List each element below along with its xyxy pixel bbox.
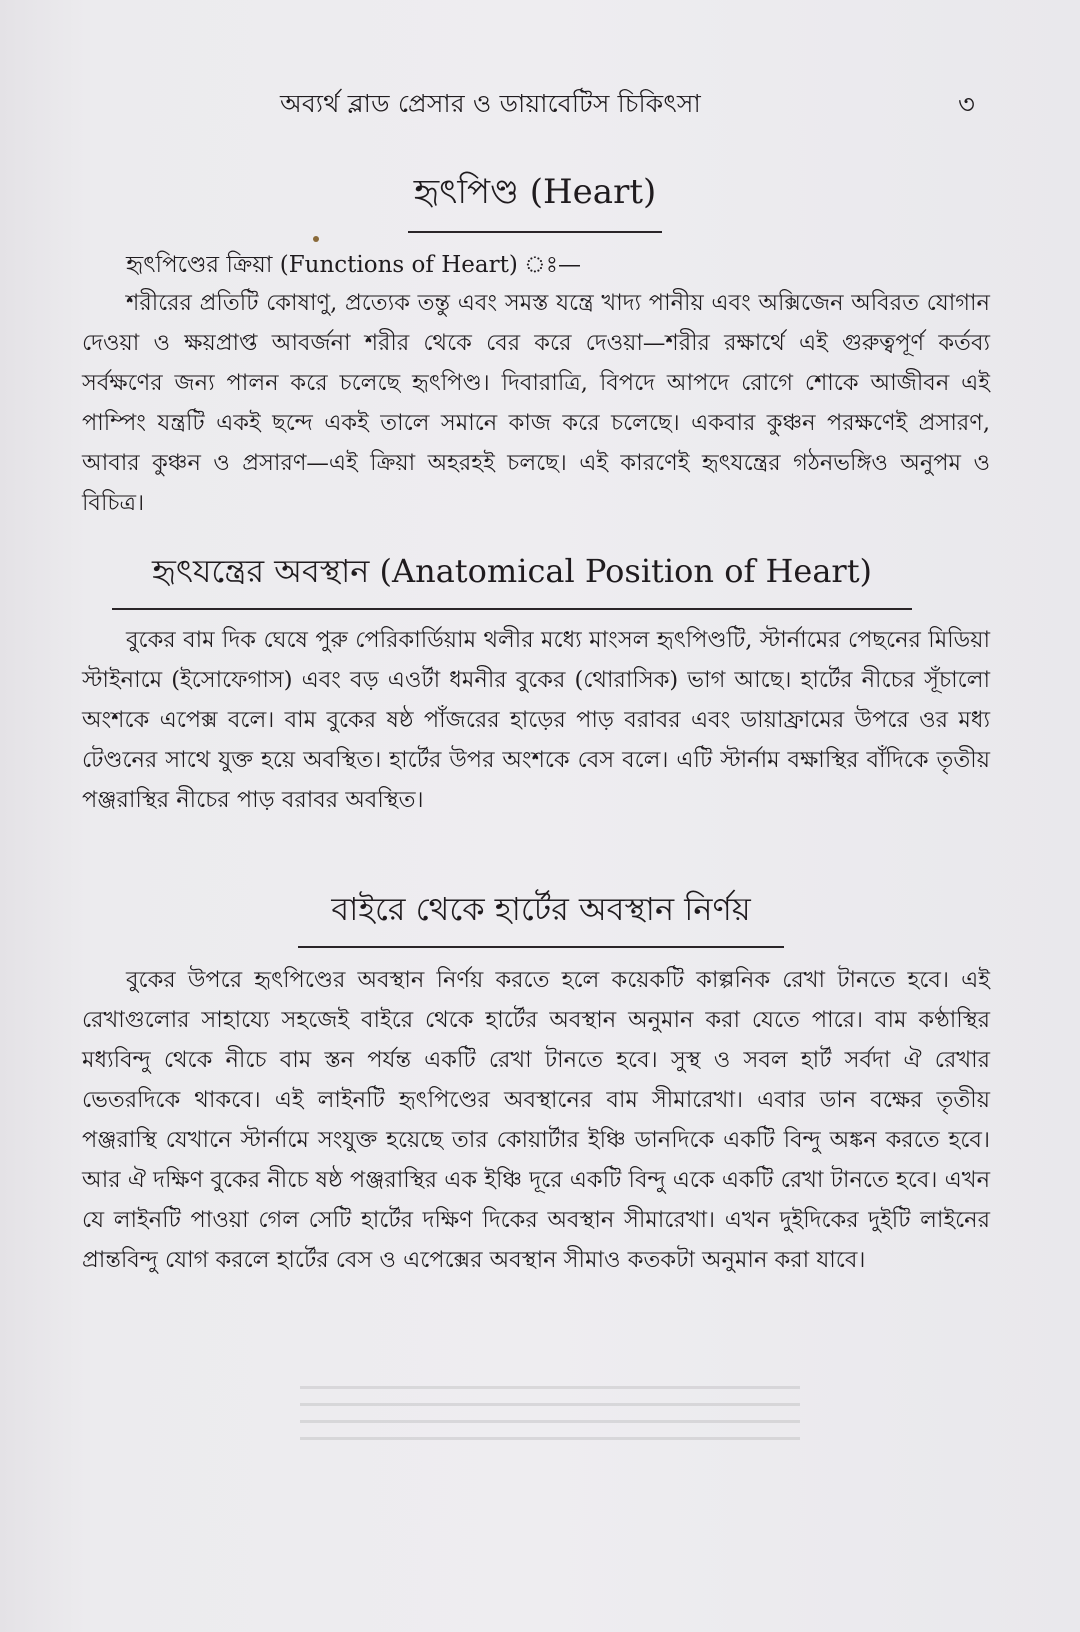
paragraph-anatomical-position: বুকের বাম দিক ঘেষে পুরু পেরিকার্ডিয়াম থলীর মধ্যে মাংসল হৃৎপিণ্ডটি, স্টার্নামের পেছনের মিডিয়া স্টাইনামে (ইসোফেগাস) এবং বড় এওর্টা ধমনীর বুকের (থোরাসিক) ভাগ আছে। হার্টের নীচের সূঁচালো অংশকে এপেক্স বলে। বাম বুকের ষষ্ঠ পাঁজরের হাড়ের পাড় বরাবর এবং ডায়াফ্রামের উপরে ওর মধ্য টেণ্ডনের সাথে যুক্ত হয়ে অবস্থিত। হার্টের উপর অংশকে বেস বলে। এটি স্টার্নাম বক্ষাস্থির বাঁদিকে তৃতীয় পঞ্জরাস্থির নীচের পাড় বরাবর অবস্থিত। [82, 627, 990, 813]
subheading-functions: হৃৎপিণ্ডের ক্রিয়া (Functions of Heart) ঃ— [126, 252, 581, 278]
heading-underline [298, 946, 784, 948]
page-number: ৩ [958, 90, 975, 120]
running-title: অব্যর্থ ব্লাড প্রেসার ও ডায়াবেটিস চিকিৎসা [280, 89, 701, 118]
heading-heart [408, 166, 662, 223]
heading-anatomical-position [112, 546, 912, 600]
heading-external-location-text: বাইরে থেকে হার্টের অবস্থান নির্ণয় [331, 890, 751, 928]
bleed-through-text [300, 1386, 800, 1476]
bleed-line [300, 1403, 800, 1406]
paragraph-external-location: বুকের উপরে হৃৎপিণ্ডের অবস্থান নির্ণয় করতে হলে কয়েকটি কাল্পনিক রেখা টানতে হবে। এই রেখাগুলোর সাহায্যে সহজেই বাইরে থেকে হার্টের অবস্থান অনুমান করা যেতে পারে। বাম কণ্ঠাস্থির মধ্যবিন্দু থেকে নীচে বাম স্তন পর্যন্ত একটি রেখা টানতে হবে। সুস্থ ও সবল হার্ট সর্বদা ঐ রেখার ভেতরদিকে থাকবে। এই লাইনটি হৃৎপিণ্ডের অবস্থানের বাম সীমারেখা। এবার ডান বক্ষের তৃতীয় পঞ্জরাস্থি যেখানে স্টার্নামে সংযুক্ত হয়েছে তার কোয়ার্টার ইঞ্চি ডানদিকে একটি বিন্দু অঙ্কন করতে হবে। আর ঐ দক্ষিণ বুকের নীচে ষষ্ঠ পঞ্জরাস্থির এক ইঞ্চি দূরে একটি বিন্দু একে একটি রেখা টানতে হবে। এখন যে লাইনটি পাওয়া গেল সেটি হার্টের দক্ষিণ দিকের অবস্থান সীমারেখা। এখন দুইদিকের দুইটি লাইনের প্রান্তবিন্দু যোগ করলে হার্টের বেস ও এপেক্সের অবস্থান সীমাও কতকটা অনুমান করা যাবে। [82, 967, 990, 1273]
heading-heart-text: হৃৎপিণ্ড (Heart) [413, 172, 657, 212]
heading-anatomical-position-text: হৃৎযন্ত্রের অবস্থান (Anatomical Position of Heart) [151, 552, 873, 590]
heading-underline [408, 231, 662, 233]
heading-external-location [298, 884, 784, 938]
bleed-line [300, 1437, 800, 1440]
bleed-line [300, 1386, 800, 1389]
paragraph-functions: শরীরের প্রতিটি কোষাণু, প্রত্যেক তন্তু এবং সমস্ত যন্ত্রে খাদ্য পানীয় এবং অক্সিজেন অবিরত যোগান দেওয়া ও ক্ষয়প্রাপ্ত আবর্জনা শরীর থেকে বের করে দেওয়া—শরীর রক্ষার্থে এই গুরুত্বপূর্ণ কর্তব্য সর্বক্ষণের জন্য পালন করে চলেছে হৃৎপিণ্ড। দিবারাত্রি, বিপদে আপদে রোগে শোকে আজীবন এই পাম্পিং যন্ত্রটি একই ছন্দে একই তালে সমানে কাজ করে চলেছে। একবার কুঞ্চন পরক্ষণেই প্রসারণ, আবার কুঞ্চন ও প্রসারণ—এই ক্রিয়া অহরহই চলছে। এই কারণেই হৃৎযন্ত্রের গঠনভঙ্গিও অনুপম ও বিচিত্র। [82, 290, 990, 516]
heading-underline [112, 608, 912, 610]
ink-speck [313, 236, 319, 242]
bleed-line [300, 1420, 800, 1423]
